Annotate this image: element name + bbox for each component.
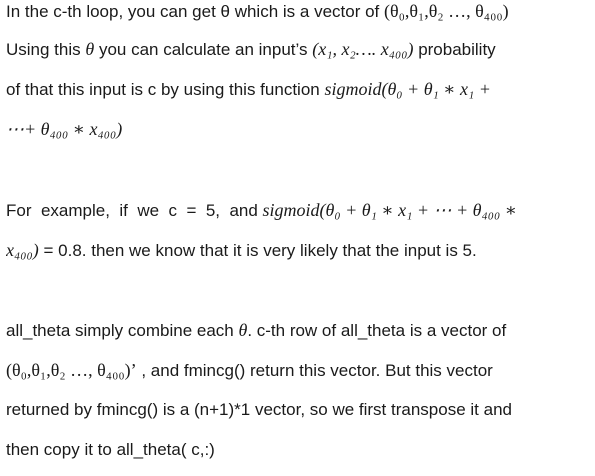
p1-line-4 xyxy=(6,118,589,141)
p1-line-2 xyxy=(6,38,589,61)
p3-line-2-math: (θ₀,θ₁,θ₂ …, θ₄₀₀)’ xyxy=(6,360,137,380)
p2-line-1 xyxy=(6,199,589,222)
p1-line-4-math: ⋯+ θ₄₀₀ ∗ x₄₀₀) xyxy=(6,119,123,139)
p3-line-4-text: then copy it to all_theta( c,:) xyxy=(6,440,215,459)
p1-line-2-math: (x₁, x₂…. x₄₀₀) xyxy=(312,39,414,59)
p3-line-2-text: , and fmincg() return this vector. But this vector xyxy=(136,361,493,380)
p1-line-2-text-b: you can calculate an input’s xyxy=(94,40,313,59)
p2-line-1-math: sigmoid(θ₀ + θ₁ ∗ x₁ + ⋯ + θ₄₀₀ ∗ xyxy=(262,200,518,220)
p1-line-3-math: sigmoid(θ₀ + θ₁ ∗ x₁ + xyxy=(324,79,491,99)
p2-line-2-text: = 0.8. then we know that it is very likely that the input is 5. xyxy=(38,241,477,260)
p1-line-1 xyxy=(6,0,589,23)
p1-line-3-text: of that this input is c by using this function xyxy=(6,80,325,99)
p1-line-2-text-c: probability xyxy=(413,40,496,59)
p3-line-4 xyxy=(6,439,589,461)
p3-line-1-text-b: . c-th row of all_theta is a vector of xyxy=(247,321,507,340)
p1-line-2-theta: θ xyxy=(85,39,95,59)
p1-line-1-math: (θ₀,θ₁,θ₂ …, θ₄₀₀) xyxy=(383,1,509,21)
p3-line-1-text-a: all_theta simply combine each xyxy=(6,321,239,340)
p1-line-1-text: In the c-th loop, you can get θ which is a vector of xyxy=(6,2,384,21)
p1-line-3 xyxy=(6,78,589,101)
p3-line-2 xyxy=(6,359,589,382)
p3-line-3-text: returned by fmincg() is a (n+1)*1 vector, so we first transpose it and xyxy=(6,400,512,419)
p3-line-1 xyxy=(6,319,589,342)
p3-line-3 xyxy=(6,399,589,421)
p2-line-2-math: x₄₀₀) xyxy=(6,240,39,260)
p2-line-2 xyxy=(6,239,589,262)
p2-line-1-text: For example, if we c = 5, and xyxy=(6,201,263,220)
p3-line-1-theta: θ xyxy=(238,320,248,340)
p1-line-2-text-a: Using this xyxy=(6,40,86,59)
